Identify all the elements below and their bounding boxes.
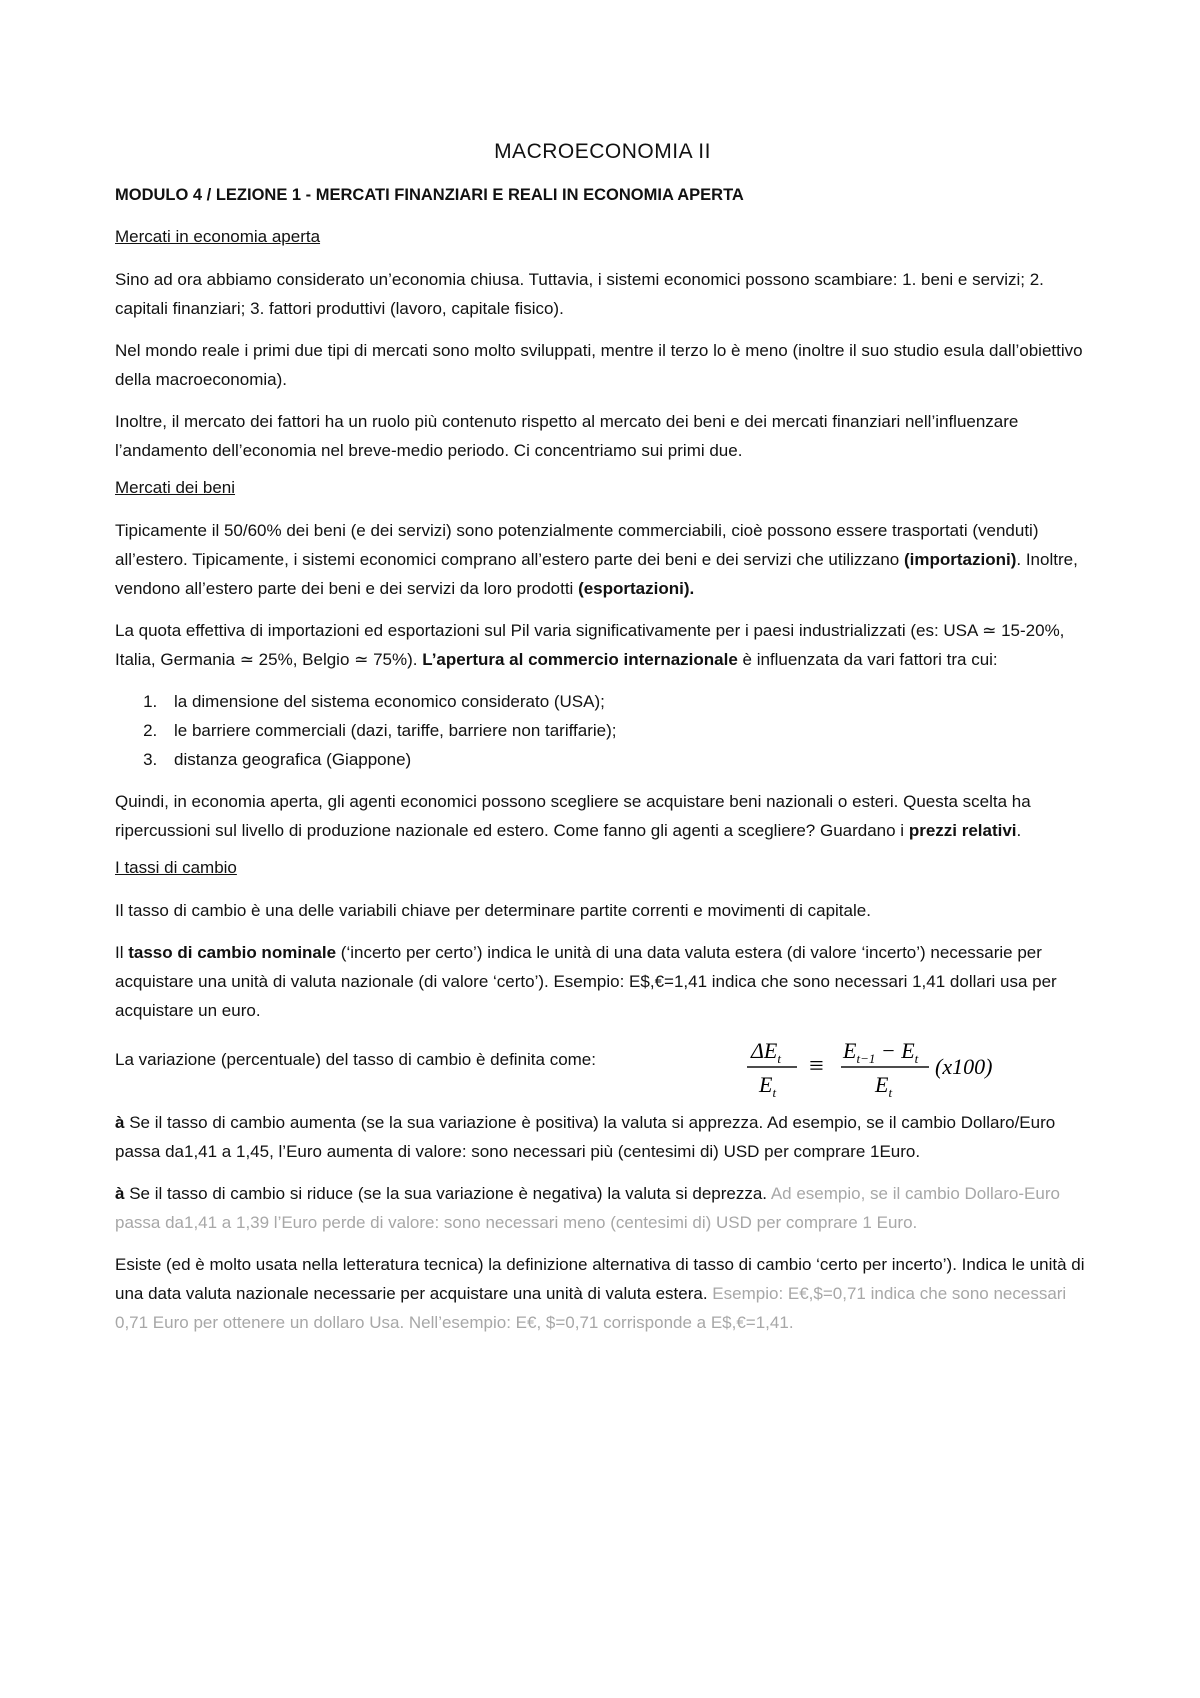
factor-list bbox=[115, 687, 1090, 774]
section-heading-mercati-dei-beni: Mercati dei beni bbox=[115, 478, 236, 497]
formula-lhs-denominator: $E_t$ bbox=[759, 1072, 777, 1098]
arrow-icon: à bbox=[115, 1184, 125, 1203]
paragraph: Nel mondo reale i primi due tipi di mercati sono molto sviluppati, mentre il terzo lo è meno (inoltre il suo studio esula dall’obiettivo della macroeconomia). bbox=[115, 341, 1083, 389]
section-heading-mercati-economia-aperta: Mercati in economia aperta bbox=[115, 227, 321, 246]
paragraph: Tipicamente il 50/60% dei beni (e dei servizi) sono potenzialmente commerciabili, cioè possono essere trasportati (venduti) all’estero. Tipicamente, i sistemi economici comprano all’estero parte dei beni e dei servizi che utilizzano (importazioni). Inoltre, vendono all’estero parte dei beni e dei servizi da loro prodotti (esportazioni). bbox=[115, 521, 1078, 598]
formula-equiv: ≡ bbox=[809, 1051, 824, 1080]
list-item: 1. la dimensione del sistema economico considerato (USA); bbox=[162, 687, 1090, 716]
paragraph: à Se il tasso di cambio si riduce (se la sua variazione è negativa) la valuta si deprezza. Ad esempio, se il cambio Dollaro-Euro passa da1,41 a 1,39 l’Euro perde di valore: sono necessari meno (centesimi di) USD per comprare 1 Euro. bbox=[115, 1184, 1060, 1232]
paragraph: Esiste (ed è molto usata nella letteratura tecnica) la definizione alternativa di tasso di cambio ‘certo per incerto’). Indica le unità di una data valuta nazionale necessarie per acquistare una unità di valuta estera. Esempio: E€,$=0,71 indica che sono necessari 0,71 Euro per ottenere un dollaro Usa. Nell’esempio: E€, $=0,71 corrisponde a E$,€=1,41. bbox=[115, 1255, 1085, 1332]
paragraph: Il tasso di cambio nominale (‘incerto per certo’) indica le unità di una data valuta estera (di valore ‘incerto’) necessarie per acquistare una unità di valuta nazionale (di valore ‘certo’). Esempio: E$,€=1,41 indica che sono necessari 1,41 dollari usa per acquistare un euro. bbox=[115, 943, 1057, 1020]
list-item: 3. distanza geografica (Giappone) bbox=[162, 745, 1090, 774]
formula-factor: (x100) bbox=[935, 1054, 993, 1079]
formula-rhs-denominator: $E_t$ bbox=[875, 1072, 893, 1098]
paragraph: à Se il tasso di cambio aumenta (se la sua variazione è positiva) la valuta si apprezza. Ad esempio, se il cambio Dollaro/Euro passa da1,41 a 1,45, l’Euro aumenta di valore: sono necessari più (centesimi di) USD per comprare 1Euro. bbox=[115, 1113, 1056, 1161]
paragraph: Il tasso di cambio è una delle variabili chiave per determinare partite correnti e movimenti di capitale. bbox=[115, 901, 871, 920]
section-heading-tassi-di-cambio: I tassi di cambio bbox=[115, 858, 237, 877]
module-heading: MODULO 4 / LEZIONE 1 - MERCATI FINANZIARI E REALI IN ECONOMIA APERTA bbox=[115, 186, 744, 204]
paragraph: Sino ad ora abbiamo considerato un’economia chiusa. Tuttavia, i sistemi economici possono scambiare: 1. beni e servizi; 2. capitali finanziari; 3. fattori produttivi (lavoro, capitale fisico). bbox=[115, 270, 1044, 318]
arrow-icon: à bbox=[115, 1113, 125, 1132]
paragraph: Quindi, in economia aperta, gli agenti economici possono scegliere se acquistare beni nazionali o esteri. Questa scelta ha ripercussioni sul livello di produzione nazionale ed estero. Come fanno gli agenti a scegliere? Guardano i prezzi relativi. bbox=[115, 792, 1031, 840]
formula-lhs-numerator: $\Delta E_t$ bbox=[751, 1038, 781, 1066]
list-item: 2. le barriere commerciali (dazi, tariffe, barriere non tariffarie); bbox=[162, 716, 1090, 745]
document-title: MACROECONOMIA II bbox=[494, 140, 711, 163]
exchange-rate-formula bbox=[745, 1034, 1025, 1098]
formula-intro: La variazione (percentuale) del tasso di cambio è definita come: bbox=[115, 1050, 596, 1069]
paragraph: Inoltre, il mercato dei fattori ha un ruolo più contenuto rispetto al mercato dei beni e dei mercati finanziari nell’influenzare l’andamento dell’economia nel breve-medio periodo. Ci concentriamo sui primi due. bbox=[115, 412, 1019, 460]
formula-row bbox=[115, 1034, 1090, 1098]
document-page bbox=[115, 130, 1090, 1350]
formula-rhs-numerator: $E_{t-1} - E_t$ bbox=[843, 1038, 919, 1066]
paragraph: La quota effettiva di importazioni ed esportazioni sul Pil varia significativamente per i paesi industrializzati (es: USA ≃ 15-20%, Italia, Germania ≃ 25%, Belgio ≃ 75%). L’apertura al commercio internazionale è influenzata da vari fattori tra cui: bbox=[115, 621, 1065, 669]
